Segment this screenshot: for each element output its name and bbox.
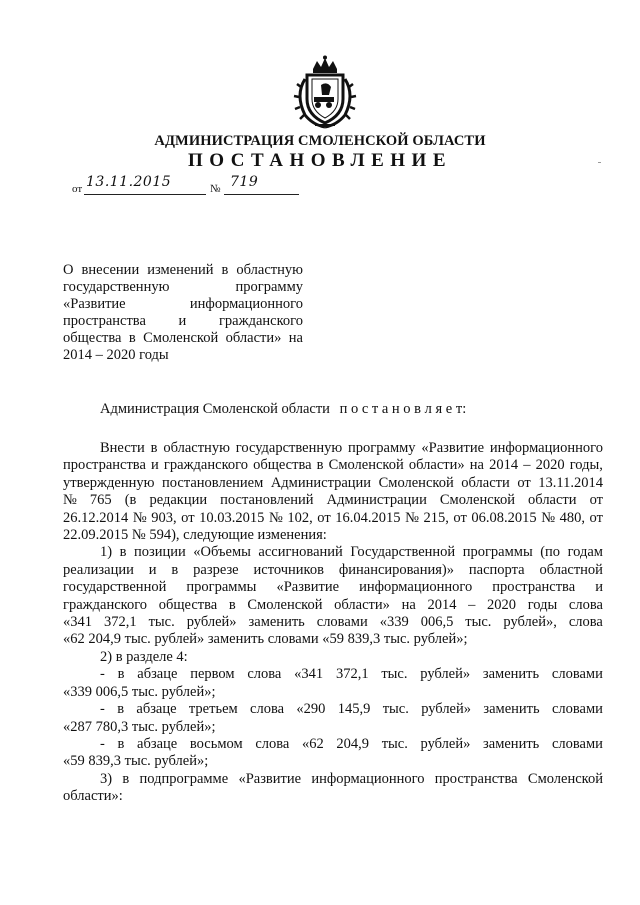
body-word: «Развитие bbox=[238, 770, 302, 787]
body-word: Администрации bbox=[326, 492, 427, 509]
body-line: 2) в разделе 4: bbox=[100, 648, 188, 665]
intro-action: п о с т а н о в л я е т: bbox=[339, 401, 467, 417]
subject-word: О bbox=[63, 262, 74, 278]
subject-line bbox=[63, 279, 303, 296]
body-word: от bbox=[589, 492, 603, 509]
body-word: программы bbox=[186, 579, 257, 596]
body-word: годам bbox=[567, 544, 603, 561]
body-word: на bbox=[469, 457, 484, 474]
body-word: 2020 bbox=[535, 457, 565, 474]
body-word: на bbox=[401, 596, 416, 613]
body-word: программу bbox=[348, 440, 416, 456]
subject-word: внесении bbox=[81, 262, 140, 278]
body-word: Смоленской bbox=[439, 492, 515, 509]
subject-word: информационного bbox=[189, 296, 303, 312]
number-prefix-label: № bbox=[210, 183, 221, 195]
body-word: рублей» bbox=[421, 701, 472, 718]
subject-line: 2014 – 2020 годы bbox=[63, 347, 169, 363]
body-word: государственной bbox=[63, 579, 167, 596]
body-word: (по bbox=[540, 544, 561, 561]
body-word: «Развитие bbox=[276, 579, 340, 596]
body-word: общества bbox=[158, 596, 218, 613]
body-word: 1) bbox=[100, 544, 113, 561]
body-word: заменить bbox=[248, 614, 305, 631]
body-word: 3) bbox=[100, 770, 113, 787]
body-word: области» bbox=[408, 457, 465, 474]
body-word: заменить bbox=[482, 666, 540, 683]
body-line bbox=[63, 510, 603, 527]
body-word: общества bbox=[253, 457, 312, 474]
body-word: 204,9 bbox=[336, 735, 370, 752]
body-word: Государственной bbox=[350, 544, 456, 561]
body-word: рублей» bbox=[420, 735, 471, 752]
body-word: слова bbox=[247, 666, 282, 683]
body-word: позиции bbox=[133, 544, 186, 561]
body-word: в bbox=[117, 666, 125, 683]
body-word: 102, bbox=[287, 509, 313, 526]
subject-word: государственную bbox=[63, 279, 170, 295]
body-word: № bbox=[541, 509, 556, 526]
body-word: в bbox=[119, 544, 127, 561]
body-line bbox=[63, 701, 603, 718]
body-word: и bbox=[595, 579, 603, 596]
body-word: 16.04.2015 bbox=[335, 509, 401, 526]
body-word: пространства bbox=[492, 579, 576, 596]
body-word: 26.12.2014 bbox=[63, 509, 129, 526]
body-word: тыс. bbox=[381, 666, 408, 683]
body-word: слова bbox=[250, 701, 285, 718]
body-word: (в bbox=[124, 492, 137, 509]
body-word: 006,5 bbox=[420, 614, 454, 631]
body-word: - bbox=[100, 735, 105, 752]
intro-text: Администрация Смоленской области bbox=[100, 401, 330, 417]
body-word: словами bbox=[551, 701, 603, 718]
body-word: 06.08.2015 bbox=[471, 509, 537, 526]
body-word: 2014 bbox=[489, 457, 519, 474]
subject-word: Смоленской bbox=[143, 330, 219, 346]
body-line bbox=[63, 562, 603, 579]
body-word: Смоленской bbox=[378, 474, 454, 491]
body-word: пространства bbox=[63, 457, 146, 474]
body-word: 765 bbox=[89, 492, 112, 509]
body-word: областной bbox=[539, 561, 603, 578]
body-line bbox=[63, 579, 603, 596]
body-word: «290 bbox=[296, 701, 326, 718]
body-line: «62 204,9 тыс. рублей» заменить словами «59 839,3 тыс. рублей»; bbox=[63, 631, 468, 648]
body-word: заменить bbox=[483, 701, 540, 718]
document-body bbox=[63, 440, 603, 806]
body-word: слова bbox=[568, 596, 603, 613]
body-word: утвержденную bbox=[63, 474, 155, 491]
body-word: от bbox=[589, 509, 603, 526]
body-word: в bbox=[316, 457, 324, 474]
body-line: «59 839,3 тыс. рублей»; bbox=[63, 753, 209, 770]
body-word: Внести bbox=[100, 440, 145, 456]
body-word: 903, bbox=[151, 509, 177, 526]
body-word: 13.11.2014 bbox=[538, 474, 603, 491]
body-word: рублей», bbox=[503, 614, 557, 631]
body-word: информационного bbox=[489, 440, 603, 456]
body-word: области» bbox=[334, 596, 390, 613]
body-word: слова bbox=[568, 614, 603, 631]
body-word: рублей» bbox=[420, 666, 471, 683]
body-word: ассигнований bbox=[258, 544, 343, 561]
body-word: 215, bbox=[423, 509, 449, 526]
body-word: паспорта bbox=[468, 561, 525, 578]
body-line bbox=[63, 771, 603, 788]
body-word: абзаце bbox=[137, 666, 178, 683]
body-word: реализации bbox=[63, 561, 134, 578]
subject-word: области» bbox=[225, 330, 282, 346]
body-word: Смоленской bbox=[247, 596, 323, 613]
body-word: «341 bbox=[294, 666, 324, 683]
body-word: разрезе bbox=[193, 561, 239, 578]
body-word: – bbox=[468, 596, 476, 613]
body-word: гражданского bbox=[63, 596, 148, 613]
smolensk-coat-of-arms-icon bbox=[291, 55, 359, 129]
body-word: в bbox=[117, 701, 125, 718]
subject-word: и bbox=[178, 313, 187, 329]
body-word: гражданского bbox=[163, 457, 248, 474]
body-word: от bbox=[517, 474, 531, 491]
body-line bbox=[63, 492, 603, 509]
date-prefix-label: от bbox=[72, 183, 83, 195]
body-word: в bbox=[171, 561, 179, 578]
body-word: 2014 bbox=[427, 596, 457, 613]
body-word: в bbox=[228, 596, 236, 613]
body-word: - bbox=[100, 666, 105, 683]
body-line bbox=[63, 614, 603, 631]
body-line: области»: bbox=[63, 788, 123, 805]
subject-line bbox=[63, 296, 303, 313]
body-line: 22.09.2015 № 594), следующие изменения: bbox=[63, 527, 327, 544]
organization-title: АДМИНИСТРАЦИЯ СМОЛЕНСКОЙ ОБЛАСТИ bbox=[154, 133, 486, 149]
subject-word: программу bbox=[235, 279, 303, 295]
scan-mark bbox=[598, 162, 601, 163]
body-word: абзаце bbox=[137, 735, 178, 752]
body-word: 480, bbox=[559, 509, 585, 526]
document-subject bbox=[63, 262, 303, 364]
body-word: области bbox=[528, 492, 577, 509]
body-word: источников bbox=[253, 561, 324, 578]
body-word: тыс. bbox=[148, 614, 175, 631]
body-word: «Объемы bbox=[193, 544, 251, 561]
body-word: постановлением bbox=[162, 474, 264, 491]
body-word: № bbox=[132, 509, 147, 526]
body-word: абзаце bbox=[136, 701, 177, 718]
body-word: области bbox=[461, 474, 510, 491]
subject-word: изменений bbox=[147, 262, 214, 278]
body-word: годы bbox=[527, 596, 558, 613]
body-word: «Развитие bbox=[421, 440, 485, 456]
body-word: Смоленской bbox=[328, 457, 404, 474]
body-word: информационного bbox=[359, 579, 473, 596]
body-word: государственную bbox=[235, 440, 343, 456]
body-word: - bbox=[100, 701, 105, 718]
body-line bbox=[63, 440, 603, 457]
subject-word: общества bbox=[63, 330, 122, 346]
body-word: 145,9 bbox=[337, 701, 371, 718]
body-word: словами bbox=[551, 735, 603, 752]
body-line bbox=[63, 666, 603, 683]
body-line bbox=[63, 597, 603, 614]
body-word: информационного bbox=[311, 770, 425, 787]
body-word: № bbox=[268, 509, 283, 526]
body-word: редакции bbox=[149, 492, 208, 509]
body-word: в bbox=[117, 735, 125, 752]
body-word: словами bbox=[316, 614, 368, 631]
body-word: тыс. bbox=[381, 735, 408, 752]
body-word: третьем bbox=[188, 701, 238, 718]
body-word: от bbox=[453, 509, 467, 526]
subject-word: в bbox=[221, 262, 229, 278]
subject-word: областную bbox=[236, 262, 303, 278]
body-word: словами bbox=[551, 666, 603, 683]
body-word: постановлений bbox=[220, 492, 314, 509]
body-word: от bbox=[181, 509, 195, 526]
body-word: «62 bbox=[302, 735, 324, 752]
body-word: восьмом bbox=[189, 735, 243, 752]
body-word: от bbox=[317, 509, 331, 526]
body-line: «339 006,5 тыс. рублей»; bbox=[63, 683, 216, 700]
body-line bbox=[63, 457, 603, 474]
body-word: Администрации bbox=[270, 474, 372, 491]
body-word: № bbox=[405, 509, 419, 526]
body-word: 10.03.2015 bbox=[199, 509, 265, 526]
body-word: финансирования)» bbox=[338, 561, 455, 578]
body-word: тыс. bbox=[382, 701, 409, 718]
body-word: – bbox=[523, 457, 531, 474]
document-type-title: ПОСТАНОВЛЕНИЕ bbox=[187, 150, 453, 171]
body-word: областную bbox=[163, 440, 230, 456]
body-word: в bbox=[150, 440, 158, 456]
subject-line bbox=[63, 262, 303, 279]
handwritten-date: 13.11.2015 bbox=[86, 174, 172, 190]
subject-word: гражданского bbox=[218, 313, 303, 329]
decree-intro bbox=[100, 401, 466, 418]
subject-line bbox=[63, 313, 303, 330]
subject-word: на bbox=[288, 330, 303, 346]
handwritten-number: 719 bbox=[230, 174, 259, 190]
body-word: № bbox=[63, 492, 77, 509]
body-word: рублей» bbox=[186, 614, 237, 631]
subject-word: пространства bbox=[63, 313, 146, 329]
body-line bbox=[63, 544, 603, 561]
body-word: в bbox=[122, 770, 130, 787]
body-word: заменить bbox=[483, 735, 540, 752]
body-line: «287 780,3 тыс. рублей»; bbox=[63, 718, 216, 735]
body-word: и bbox=[148, 561, 157, 578]
body-word: программы bbox=[462, 544, 533, 561]
body-word: годы, bbox=[569, 457, 603, 474]
body-word: 372,1 bbox=[335, 666, 369, 683]
body-word: «341 bbox=[63, 614, 92, 631]
body-word: и bbox=[151, 457, 159, 474]
subject-line bbox=[63, 330, 303, 347]
body-word: слова bbox=[255, 735, 290, 752]
subject-word: «Развитие bbox=[63, 296, 126, 312]
body-word: тыс. bbox=[465, 614, 492, 631]
body-word: подпрограмме bbox=[139, 770, 229, 787]
body-line bbox=[63, 475, 603, 492]
body-word: Смоленской bbox=[527, 770, 603, 787]
body-word: первом bbox=[190, 666, 235, 683]
body-word: 2020 bbox=[487, 596, 517, 613]
body-word: пространства bbox=[434, 770, 518, 787]
body-word: «339 bbox=[379, 614, 409, 631]
body-line bbox=[63, 736, 603, 753]
body-word: 372,1 bbox=[103, 614, 137, 631]
subject-word: в bbox=[128, 330, 136, 346]
